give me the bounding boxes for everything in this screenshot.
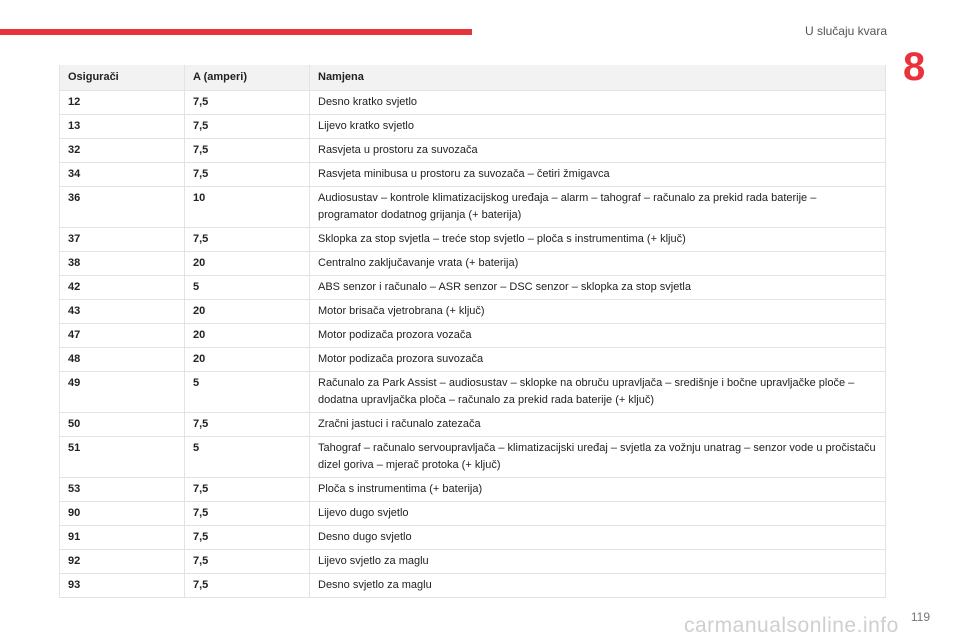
purpose-cell: Motor podizača prozora vozača [310,324,886,348]
purpose-cell: Ploča s instrumentima (+ baterija) [310,478,886,502]
fuse-number-cell: 13 [60,115,185,139]
ampere-cell: 7,5 [185,413,310,437]
purpose-cell: Računalo za Park Assist – audiosustav – sklopke na obruču upravljača – središnje i bočne upravljačke ploče – dodatna upravljačka ploča – računalo za prekid rada baterije (+ ključ) [310,372,886,413]
ampere-cell: 7,5 [185,228,310,252]
fuse-number-cell: 90 [60,502,185,526]
purpose-cell: ABS senzor i računalo – ASR senzor – DSC senzor – sklopka za stop svjetla [310,276,886,300]
purpose-cell: Zračni jastuci i računalo zatezača [310,413,886,437]
table-row [60,437,886,478]
chapter-number: 8 [903,45,926,89]
fuse-table [59,65,886,598]
purpose-cell: Tahograf – računalo servoupravljača – klimatizacijski uređaj – svjetla za vožnju unatrag – senzor vode u pročistaču dizel goriva – mjerač protoka (+ ključ) [310,437,886,478]
ampere-cell: 20 [185,348,310,372]
header-accent-bar [0,29,472,35]
table-row [60,324,886,348]
fuse-number-cell: 47 [60,324,185,348]
fuse-number-cell: 51 [60,437,185,478]
purpose-cell: Desno dugo svjetlo [310,526,886,550]
purpose-cell: Sklopka za stop svjetla – treće stop svjetlo – ploča s instrumentima (+ ključ) [310,228,886,252]
column-header-amperes: A (amperi) [185,65,310,91]
table-row [60,574,886,598]
ampere-cell: 20 [185,300,310,324]
table-row [60,300,886,324]
fuse-number-cell: 50 [60,413,185,437]
table-row [60,163,886,187]
ampere-cell: 5 [185,437,310,478]
ampere-cell: 20 [185,252,310,276]
table-row [60,526,886,550]
ampere-cell: 5 [185,372,310,413]
purpose-cell: Centralno zaključavanje vrata (+ baterija) [310,252,886,276]
table-row [60,187,886,228]
ampere-cell: 7,5 [185,502,310,526]
column-header-fuse: Osigurači [60,65,185,91]
table-row [60,413,886,437]
ampere-cell: 7,5 [185,139,310,163]
fuse-number-cell: 12 [60,91,185,115]
fuse-number-cell: 53 [60,478,185,502]
purpose-cell: Lijevo kratko svjetlo [310,115,886,139]
table-row [60,252,886,276]
table-row [60,139,886,163]
fuse-number-cell: 38 [60,252,185,276]
purpose-cell: Motor podizača prozora suvozača [310,348,886,372]
table-row [60,91,886,115]
purpose-cell: Desno svjetlo za maglu [310,574,886,598]
table-row [60,502,886,526]
ampere-cell: 7,5 [185,163,310,187]
table-header-row [60,65,886,91]
purpose-cell: Desno kratko svjetlo [310,91,886,115]
fuse-number-cell: 42 [60,276,185,300]
table-row [60,348,886,372]
fuse-number-cell: 91 [60,526,185,550]
ampere-cell: 7,5 [185,115,310,139]
table-row [60,115,886,139]
table-row [60,478,886,502]
fuse-number-cell: 36 [60,187,185,228]
fuse-number-cell: 34 [60,163,185,187]
ampere-cell: 7,5 [185,526,310,550]
section-title: U slučaju kvara [804,24,887,38]
ampere-cell: 7,5 [185,478,310,502]
purpose-cell: Lijevo svjetlo za maglu [310,550,886,574]
purpose-cell: Audiosustav – kontrole klimatizacijskog uređaja – alarm – tahograf – računalo za prekid rada baterije – programator dodatnog grijanja (+ baterija) [310,187,886,228]
table-row [60,276,886,300]
purpose-cell: Lijevo dugo svjetlo [310,502,886,526]
table-row [60,550,886,574]
ampere-cell: 5 [185,276,310,300]
page-number: 119 [910,610,930,624]
purpose-cell: Rasvjeta minibusa u prostoru za suvozača – četiri žmigavca [310,163,886,187]
watermark: carmanualsonline.info [684,614,899,637]
table-row [60,228,886,252]
fuse-number-cell: 43 [60,300,185,324]
fuse-number-cell: 48 [60,348,185,372]
ampere-cell: 20 [185,324,310,348]
table-row [60,372,886,413]
fuse-number-cell: 92 [60,550,185,574]
fuse-table-body [60,91,886,598]
ampere-cell: 10 [185,187,310,228]
fuse-number-cell: 32 [60,139,185,163]
purpose-cell: Motor brisača vjetrobrana (+ ključ) [310,300,886,324]
fuse-number-cell: 37 [60,228,185,252]
column-header-purpose: Namjena [310,65,886,91]
fuse-number-cell: 49 [60,372,185,413]
ampere-cell: 7,5 [185,574,310,598]
ampere-cell: 7,5 [185,91,310,115]
ampere-cell: 7,5 [185,550,310,574]
fuse-number-cell: 93 [60,574,185,598]
purpose-cell: Rasvjeta u prostoru za suvozača [310,139,886,163]
